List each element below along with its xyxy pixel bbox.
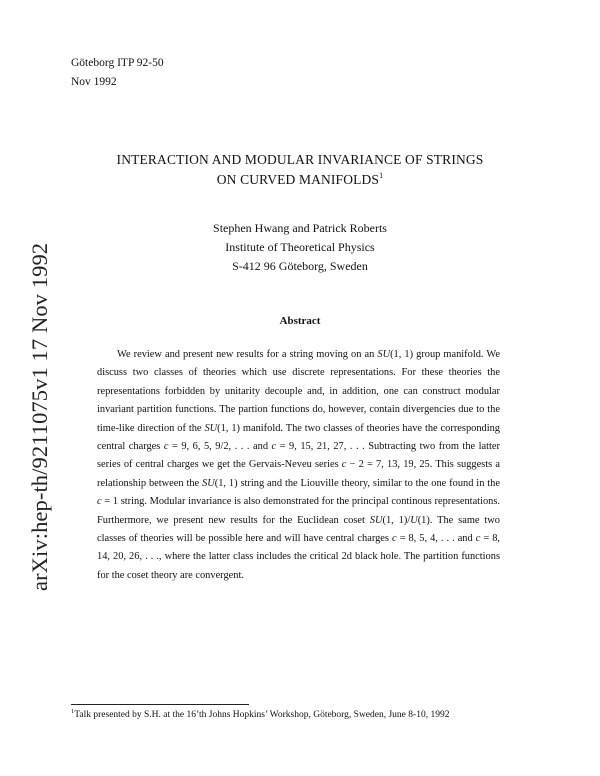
abstract-text: (1, 1) group manifold. We discuss two classes of theories which use discrete representations. For these theories the representations forbidden by unitarity decouple and, in addition, one can construct modular invariant partition functions. The partion functions do, however, contain divergencies due to the time-like direction of the: [97, 349, 500, 434]
report-number: Göteborg ITP 92-50: [71, 57, 164, 69]
title-line-2-text: ON CURVED MANIFOLDS: [216, 172, 380, 187]
abstract-heading: Abstract: [279, 315, 321, 327]
math-symbol: SU: [369, 514, 383, 526]
abstract-text: (1, 1) string and the Liouville theory, similar to the one found in the: [214, 477, 500, 489]
title-line-1: INTERACTION AND MODULAR INVARIANCE OF STRINGS: [116, 152, 484, 167]
footnote: [71, 708, 531, 722]
author-block: [150, 219, 450, 276]
math-symbol: c: [341, 459, 347, 471]
abstract-text: = 8, 14, 20, 26, . . ., where the latter class includes the critical 2d black hole. The partition functions for the coset theory are convergent.: [97, 533, 500, 581]
abstract-text: (1, 1) manifold. The two classes of theories have the corresponding central charges: [97, 422, 501, 453]
author-names: Stephen Hwang and Patrick Roberts: [213, 221, 387, 235]
math-symbol: c: [271, 441, 277, 453]
math-symbol: SU: [202, 477, 215, 489]
abstract-text: (1). The same two classes of theories will be possible here and will have central charges: [97, 514, 500, 545]
math-symbol: c: [163, 441, 169, 453]
arxiv-identifier-stamp: arXiv:hep-th/9211075v1 17 Nov 1992: [27, 242, 52, 591]
math-symbol: c: [475, 533, 481, 545]
math-symbol: c: [97, 496, 102, 508]
abstract-body: [97, 346, 500, 585]
abstract-text: We review and present new results for a string moving on an: [117, 349, 378, 360]
author-address: S-412 96 Göteborg, Sweden: [232, 259, 368, 273]
author-institute: Institute of Theoretical Physics: [225, 240, 375, 254]
abstract-text: = 9, 6, 5, 9/2, . . . and: [168, 441, 272, 453]
title-footnote-mark: 1: [379, 171, 384, 180]
footnote-divider: [71, 704, 249, 705]
title-line-2: [60, 170, 540, 190]
report-header: [71, 54, 164, 92]
math-symbol: SU: [377, 349, 391, 360]
math-symbol: SU: [204, 422, 218, 434]
abstract-text: − 2 = 7, 13, 19, 25. This suggests a relationship between the: [97, 459, 500, 489]
abstract-text: = 8, 5, 4, . . . and: [396, 533, 476, 545]
footnote-mark: 1: [71, 708, 75, 715]
abstract-text: (1, 1)/: [382, 514, 411, 526]
report-date: Nov 1992: [71, 76, 117, 88]
paper-title: [60, 150, 540, 190]
abstract-text: = 9, 15, 21, 27, . . . Subtracting two from the latter series of central charges we get the Gervais-Neveu series: [97, 441, 500, 471]
footnote-text: Talk presented by S.H. at the 16’th Johns Hopkins’ Workshop, Göteborg, Sweden, June 8-10, 1992: [74, 710, 450, 720]
math-symbol: c: [391, 533, 397, 545]
abstract-text: = 1 string. Modular invariance is also demonstrated for the principal continous representations. Furthermore, we present new results for the Euclidean coset: [97, 496, 500, 526]
math-symbol: U: [410, 514, 418, 526]
